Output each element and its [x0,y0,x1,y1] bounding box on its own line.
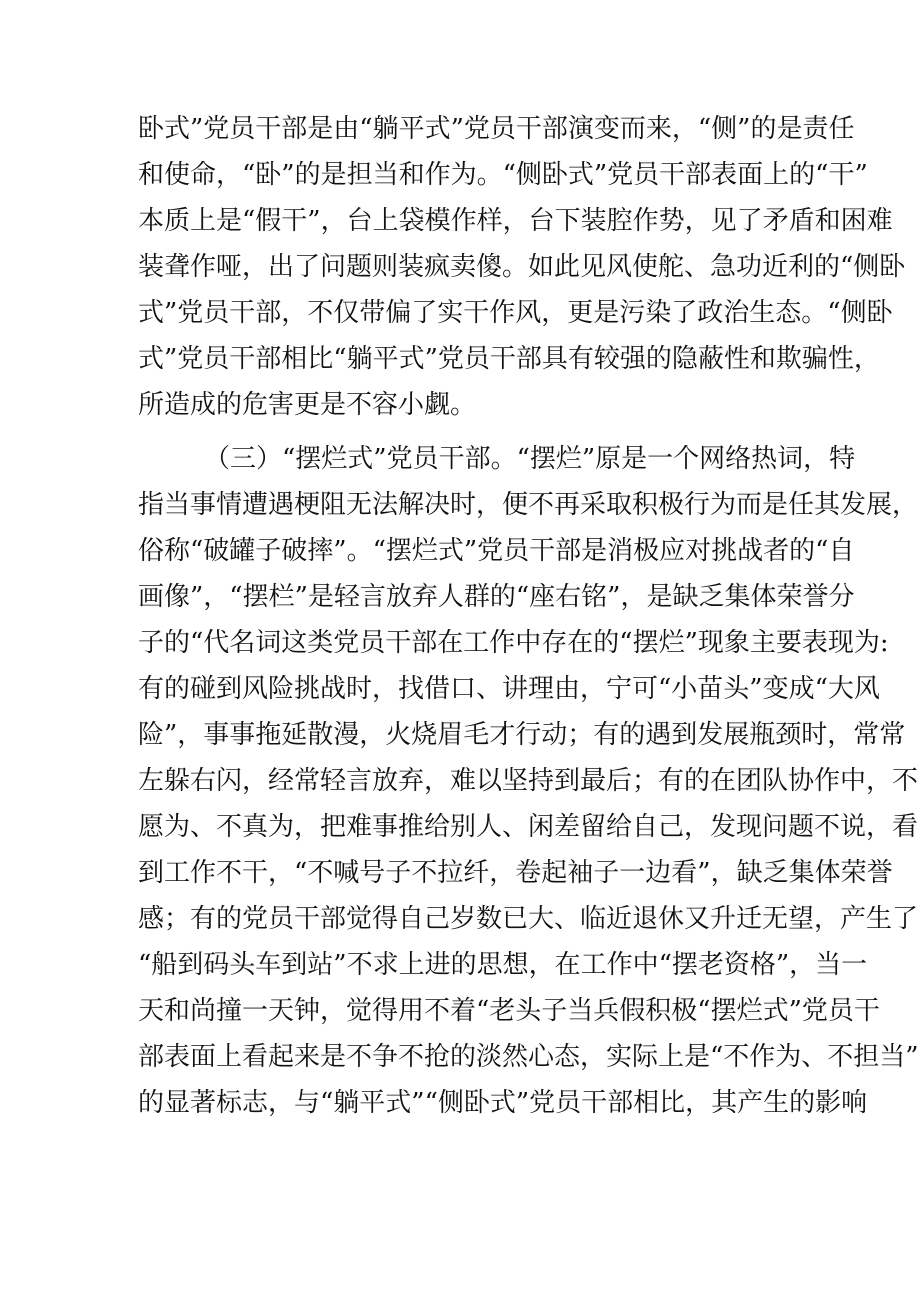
paragraph-2-line-13: 天和尚撞一天钟，觉得用不着“老头子当兵假积极“摆烂式”党员干 [138,996,880,1026]
paragraph-2-line-6: 有的碰到风险挑战时，找借口、讲理由，宁可“小苗头”变成“大风 [138,674,880,704]
paragraph-2-line-7: 险”，事事拖延散漫，火烧眉毛才行动；有的遇到发展瓶颈时，常常 [138,720,906,750]
paragraph-2-line-1: （三）“摆烂式”党员干部。“摆烂”原是一个网络热词，特 [204,444,856,474]
paragraph-2-line-10: 到工作不干，“不喊号子不拉纤，卷起袖子一边看”，缺乏集体荣誉 [138,858,893,888]
paragraph-2-line-5: 子的“代名词这类党员干部在工作中存在的“摆烂”现象主要表现为: [138,628,889,658]
paragraph-2-line-2: 指当事情遭遇梗阻无法解决时，便不再采取积极行为而是任其发展， [138,490,919,520]
paragraph-1-line-2: 和使命，“卧”的是担当和作为。“侧卧式”党员干部表面上的“干” [138,160,868,190]
paragraph-1-line-5: 式”党员干部，不仅带偏了实干作风，更是污染了政治生态。“侧卧 [138,298,893,328]
paragraph-2-line-12: “船到码头车到站”不求上进的思想，在工作中“摆老资格”，当一 [138,950,868,980]
paragraph-1-line-4: 装聋作哑，出了问题则装疯卖傻。如此见风使舵、急功近利的“侧卧 [138,252,906,282]
paragraph-2-line-4: 画像”，“摆栏”是轻言放弃人群的“座右铭”，是缺乏集体荣誉分 [138,582,855,612]
paragraph-1-line-1: 卧式”党员干部是由“躺平式”党员干部演变而来，“侧”的是责任 [138,114,855,144]
paragraph-2-line-15: 的显著标志，与“躺平式”“侧卧式”党员干部相比，其产生的影响 [138,1088,868,1118]
paragraph-2-line-3: 俗称“破罐子破摔”。“摆烂式”党员干部是消极应对挑战者的“自 [138,536,855,566]
paragraph-1 [138,106,906,428]
paragraph-2-line-9: 愿为、不真为，把难事推给别人、闲差留给自己，发现问题不说，看 [138,812,919,842]
paragraph-1-line-6: 式”党员干部相比“躺平式”党员干部具有较强的隐蔽性和欺骗性， [138,344,880,374]
paragraph-2-line-14: 部表面上看起来是不争不抢的淡然心态，实际上是“不作为、不担当” [138,1042,919,1072]
paragraph-2-line-8: 左躲右闪，经常轻言放弃，难以坚持到最后；有的在团队协作中，不 [138,766,919,796]
paragraph-2-line-11: 感；有的党员干部觉得自己岁数已大、临近退休又升迁无望，产生了 [138,904,919,934]
paragraph-2 [138,436,919,1126]
paragraph-1-line-7: 所造成的危害更是不容小觑。 [138,390,477,420]
paragraph-1-line-3: 本质上是“假干”，台上袋模作样，台下装腔作势，见了矛盾和困难 [138,206,893,236]
body-text [138,106,919,1126]
